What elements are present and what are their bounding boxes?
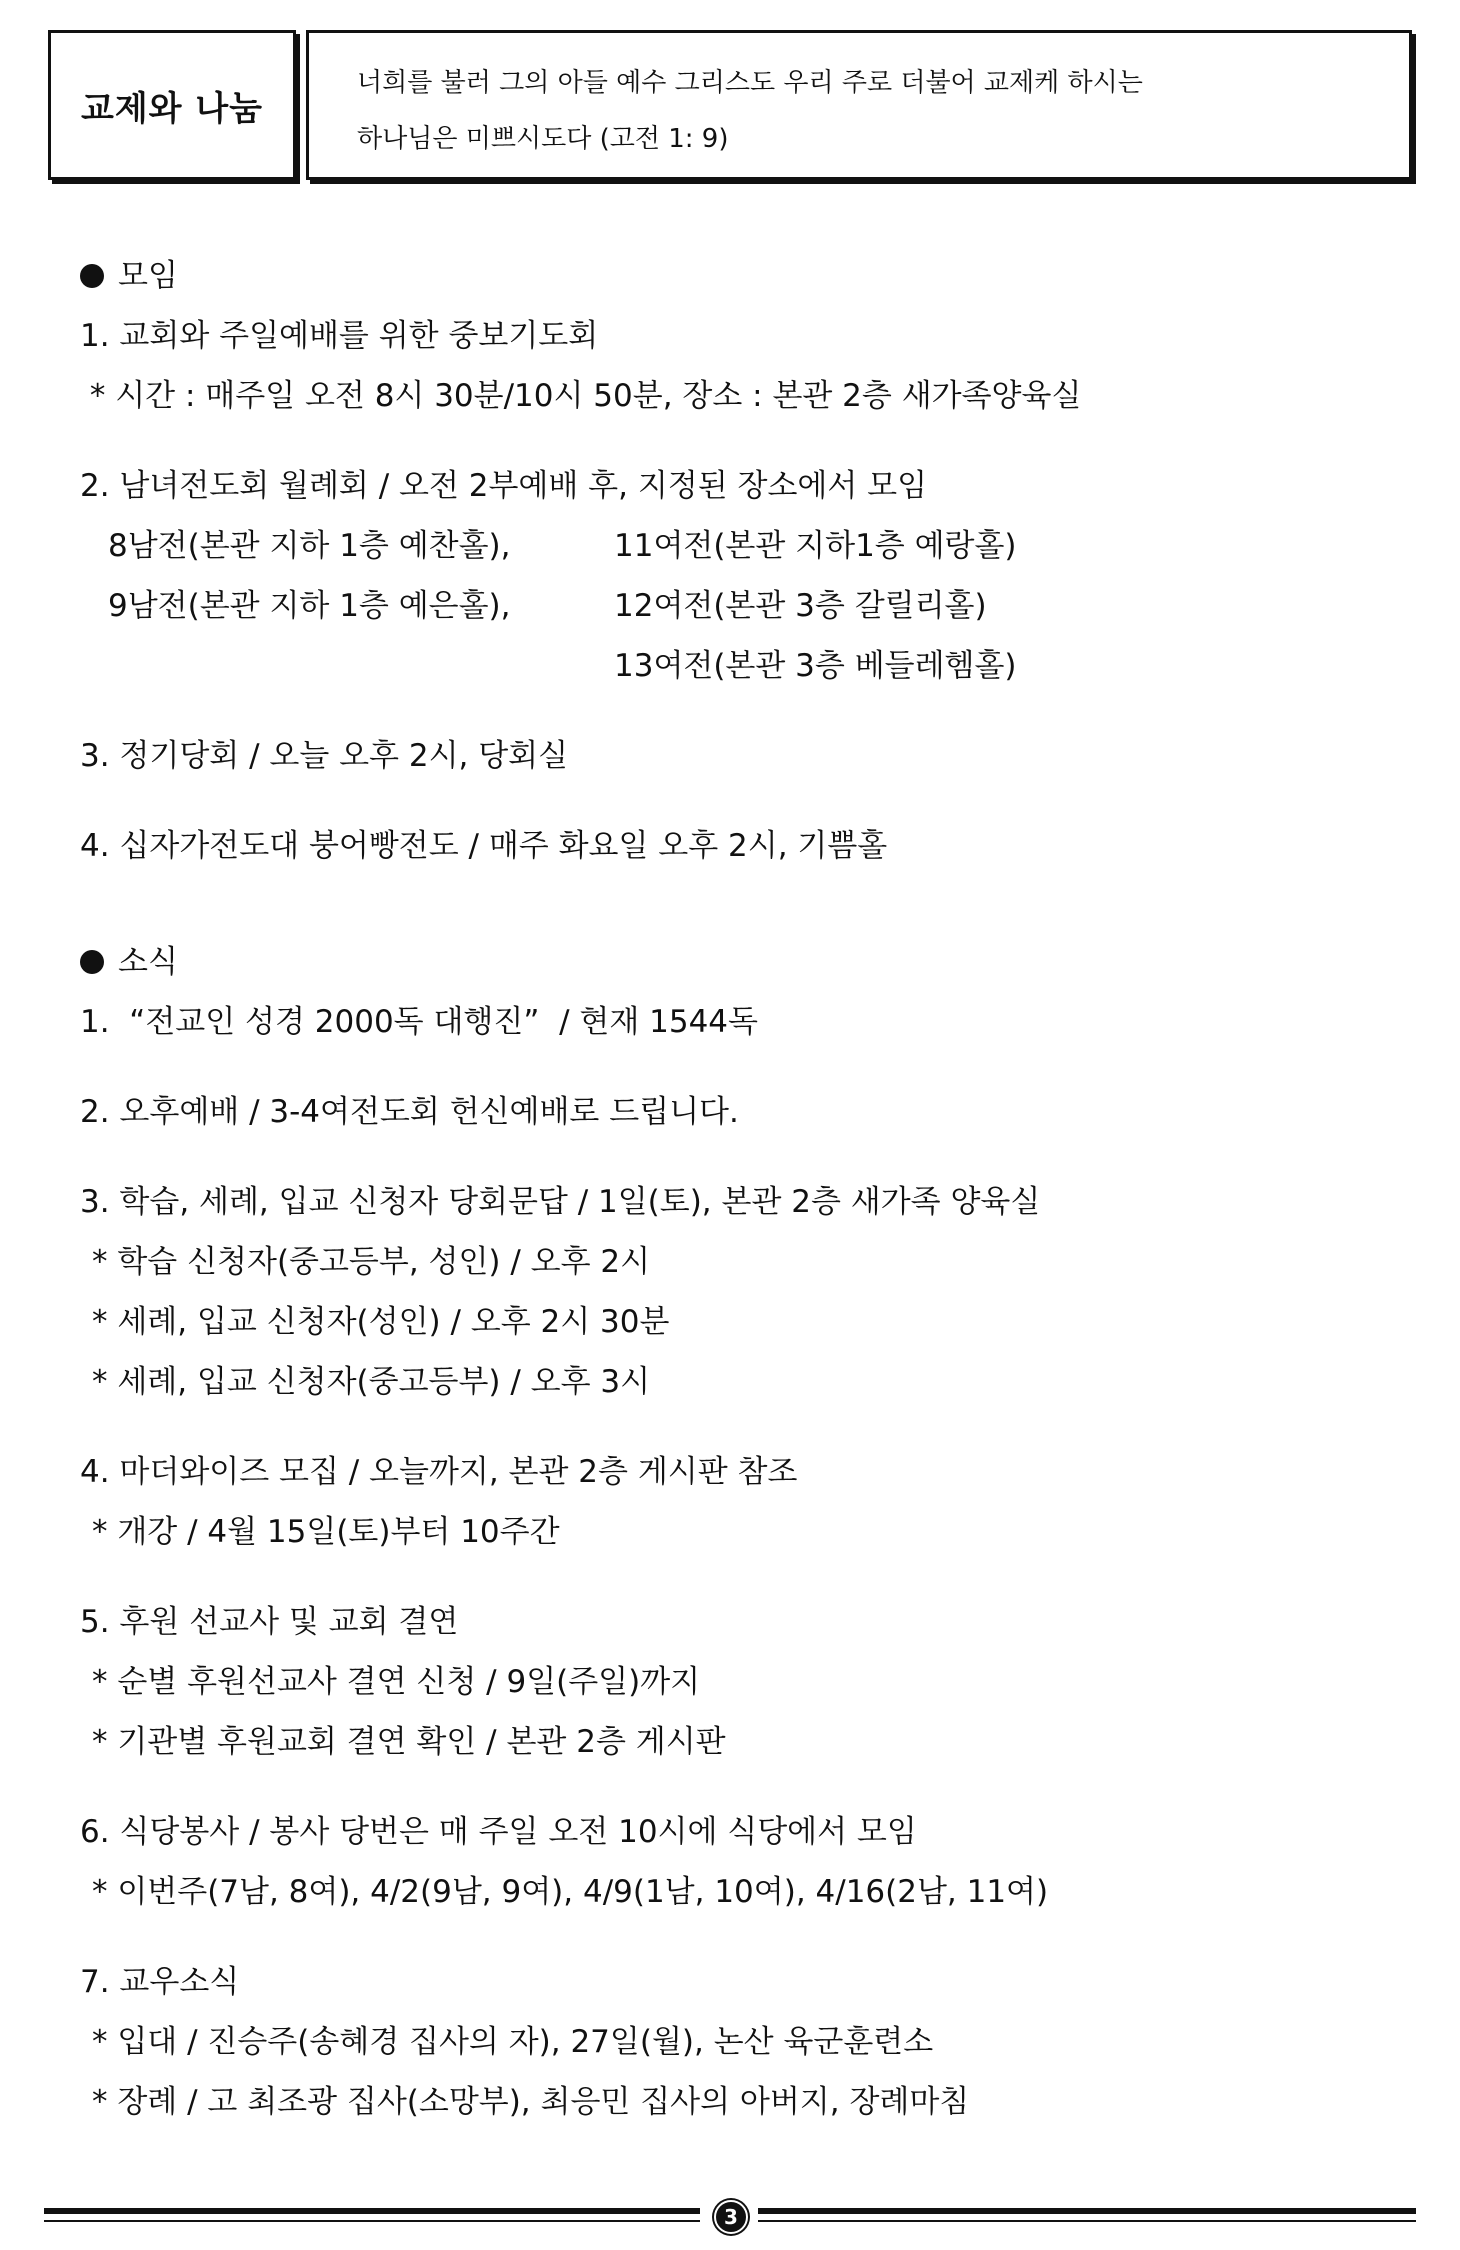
news-item-3: 3. 학습, 세례, 입교 신청자 당회문답 / 1일(토), 본관 2층 새가족 양육실 xyxy=(80,1184,1041,1220)
location-women-11: 11여전(본관 지하1층 예랑홀) xyxy=(614,528,1017,564)
news-item-5: 5. 후원 선교사 및 교회 결연 xyxy=(80,1604,459,1640)
page-footer xyxy=(44,2200,1416,2230)
news-item-2: 2. 오후예배 / 3-4여전도회 헌신예배로 드립니다. xyxy=(80,1094,739,1130)
news-item-3-detail: * 세례, 입교 신청자(중고등부) / 오후 3시 xyxy=(92,1364,651,1400)
meeting-item-1-detail: * 시간 : 매주일 오전 8시 30분/10시 50분, 장소 : 본관 2층 새가족양육실 xyxy=(80,378,1082,414)
verse-line-2: 하나님은 미쁘시도다 (고전 1: 9) xyxy=(357,124,729,154)
footer-rule-right-thin xyxy=(758,2220,1416,2222)
page-number: 3 xyxy=(714,2200,748,2234)
meeting-item-2: 2. 남녀전도회 월례회 / 오전 2부예배 후, 지정된 장소에서 모임 xyxy=(80,468,928,504)
news-item-1: 1. “전교인 성경 2000독 대행진” / 현재 1544독 xyxy=(80,1004,758,1040)
news-item-6: 6. 식당봉사 / 봉사 당번은 매 주일 오전 10시에 식당에서 모임 xyxy=(80,1814,917,1850)
verse-line-1: 너희를 불러 그의 아들 예수 그리스도 우리 주로 더불어 교제케 하시는 xyxy=(357,68,1143,98)
bullet-icon xyxy=(80,950,104,974)
section-title-box xyxy=(48,30,296,180)
section-title: 교제와 나눔 xyxy=(80,88,264,129)
meetings-heading: 모임 xyxy=(80,246,1420,306)
footer-rule-left xyxy=(44,2208,700,2214)
location-men-9: 9남전(본관 지하 1층 예은홀), xyxy=(108,588,511,624)
location-men-8: 8남전(본관 지하 1층 예찬홀), xyxy=(108,528,511,564)
verse-box xyxy=(306,30,1412,180)
news-item-4: 4. 마더와이즈 모집 / 오늘까지, 본관 2층 게시판 참조 xyxy=(80,1454,798,1490)
news-item-3-detail: * 학습 신청자(중고등부, 성인) / 오후 2시 xyxy=(92,1244,651,1280)
meeting-item-4: 4. 십자가전도대 붕어빵전도 / 매주 화요일 오후 2시, 기쁨홀 xyxy=(80,828,888,864)
news-item-5-detail: * 순별 후원선교사 결연 신청 / 9일(주일)까지 xyxy=(92,1664,701,1700)
news-item-6-detail: * 이번주(7남, 8여), 4/2(9남, 9여), 4/9(1남, 10여), 4/16(2남, 11여) xyxy=(92,1874,1049,1910)
news-item-7: 7. 교우소식 xyxy=(80,1964,240,2000)
meeting-item-2-locations xyxy=(80,516,1420,696)
news-item-3-detail: * 세례, 입교 신청자(성인) / 오후 2시 30분 xyxy=(92,1304,670,1340)
location-women-13: 13여전(본관 3층 베들레헴홀) xyxy=(614,648,1017,684)
news-item-7-detail: * 장례 / 고 최조광 집사(소망부), 최응민 집사의 아버지, 장례마침 xyxy=(92,2084,970,2120)
footer-rule-right xyxy=(758,2208,1416,2214)
bullet-icon xyxy=(80,264,104,288)
news-heading: 소식 xyxy=(80,932,1420,992)
news-item-4-detail: * 개강 / 4월 15일(토)부터 10주간 xyxy=(92,1514,560,1550)
news-item-5-detail: * 기관별 후원교회 결연 확인 / 본관 2층 게시판 xyxy=(92,1724,726,1760)
meeting-item-3: 3. 정기당회 / 오늘 오후 2시, 당회실 xyxy=(80,738,569,774)
news-item-7-detail: * 입대 / 진승주(송혜경 집사의 자), 27일(월), 논산 육군훈련소 xyxy=(92,2024,934,2060)
announcements xyxy=(80,246,1420,2132)
location-women-12: 12여전(본관 3층 갈릴리홀) xyxy=(614,588,987,624)
footer-rule-left-thin xyxy=(44,2220,700,2222)
meeting-item-1: 1. 교회와 주일예배를 위한 중보기도회 xyxy=(80,318,599,354)
